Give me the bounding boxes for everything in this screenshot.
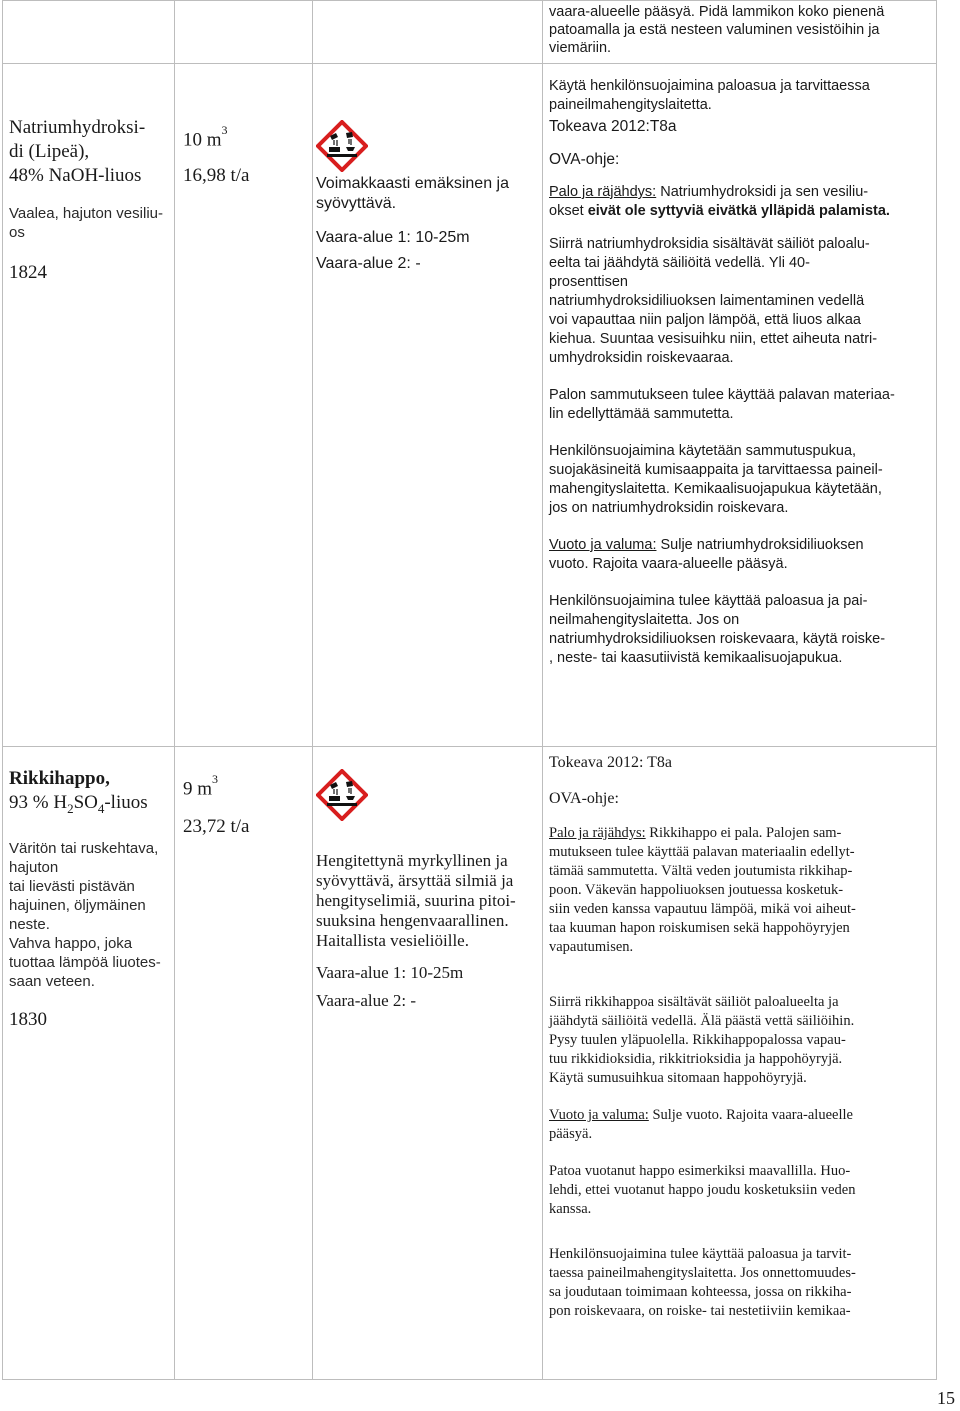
text-line: Sulje vuoto. Rajoita vaara-alueelle — [648, 1107, 853, 1123]
chemical-description: tuottaa lämpöä liuotes- — [9, 953, 161, 971]
text-line: vapautumisen. — [549, 939, 634, 955]
cell-instructions — [543, 747, 937, 1380]
chemical-name: Natriumhydroksi- — [9, 117, 146, 138]
text-line: jos on natriumhydroksidin roiskevara. — [549, 500, 789, 516]
formula-part: 93 % H — [9, 792, 68, 813]
danger-zone-2: Vaara-alue 2: - — [316, 255, 421, 272]
text-line: Sulje natriumhydroksidiliuoksen — [656, 537, 864, 553]
text-line: paineilmahengityslaitetta. — [549, 97, 712, 113]
text-line: okset — [549, 203, 588, 219]
cell-chemical-name — [3, 64, 175, 747]
hazard-description: hengityselimiä, suurina pitoi- — [316, 891, 516, 910]
text-line: tämää sammutetta. Vältä veden joutumista rikkihap- — [549, 863, 853, 879]
storage-amount: 10 m — [183, 129, 222, 151]
cell-hazard — [313, 64, 543, 747]
unit-exponent: 3 — [212, 772, 219, 786]
text-line: Henkilönsuojaimina tulee käyttää paloasua ja pai- — [549, 593, 868, 609]
text-line: viemäriin. — [549, 40, 612, 56]
text-line: Henkilönsuojaimina tulee käyttää paloasua ja tarvit- — [549, 1246, 852, 1262]
text-line: , neste- tai kaasutiivistä kemikaalisuojapukua. — [549, 650, 843, 666]
danger-zone-1: Vaara-alue 1: 10-25m — [316, 229, 470, 246]
text-line: Henkilönsuojaimina käytetään sammutuspukua, — [549, 443, 857, 459]
hazard-description: suuksina hengenvaarallinen. — [316, 911, 509, 930]
un-number: 1824 — [9, 262, 47, 283]
hazard-description: syövyttävä. — [316, 195, 397, 212]
cell-empty — [3, 1, 175, 64]
text-line: poon. Väkevän happoliuoksen joutuessa kosketuk- — [549, 882, 844, 898]
chemical-formula — [9, 792, 148, 816]
chemical-name: 48% NaOH-liuos — [9, 165, 142, 186]
text-line: natriumhydroksidiliuoksen roiskevaara, käytä roiske- — [549, 631, 886, 647]
annual-rate: 23,72 t/a — [183, 816, 250, 838]
chemical-description: hajuton — [9, 858, 59, 876]
storage-amount: 9 m — [183, 778, 213, 800]
text-line: natriumhydroksidiliuoksen laimentaminen vedellä — [549, 293, 865, 309]
chemical-name: Rikkihappo, — [9, 768, 110, 789]
text-line: suojakäsineitä kumisaappaita ja tarvittaessa paineil- — [549, 462, 883, 478]
text-line: Palon sammutukseen tulee käyttää palavan materiaa- — [549, 387, 895, 403]
text-line: Siirrä natriumhydroksidia sisältävät säiliöt paloalu- — [549, 236, 870, 252]
text-line: taessa paineilmahengityslaitetta. Jos onnettomuudes- — [549, 1265, 856, 1281]
hazard-description: Voimakkaasti emäksinen ja — [316, 175, 509, 192]
table-row-continuation — [3, 1, 937, 64]
cell-empty — [313, 1, 543, 64]
ova-heading: OVA-ohje: — [549, 151, 620, 168]
text-line: kiehua. Suuntaa vesisuihku niin, ettet aiheuta natri- — [549, 331, 878, 347]
chemical-description: os — [9, 224, 25, 241]
chemical-name: di (Lipeä), — [9, 141, 90, 162]
text-line: mahengityslaitetta. Kemikaalisuojapukua käytetään, — [549, 481, 882, 497]
text-line: prosenttisen — [549, 274, 628, 290]
hazard-table — [2, 0, 937, 1380]
text-line: eelta tai jäähdytä säiliöitä vedellä. — [549, 255, 766, 271]
text-line: Patoa vuotanut happo esimerkiksi maavallilla. Huo- — [549, 1163, 851, 1179]
formula-part: -liuos — [104, 792, 148, 813]
corrosive-hazard-icon — [316, 120, 368, 172]
table-row-h2so4 — [3, 747, 937, 1380]
text-line: siin veden kanssa vapautuu lämpöä, mikä voi aiheut- — [549, 901, 856, 917]
danger-zone-1: Vaara-alue 1: 10-25m — [316, 963, 464, 982]
text-line: Käytä henkilönsuojaimina paloasua ja tarvittaessa — [549, 78, 870, 94]
text-line: mutukseen tulee käyttää palavan materiaalin edellyt- — [549, 844, 855, 860]
table-row-naoh — [3, 64, 937, 747]
text-line: pääsyä. — [549, 1126, 593, 1142]
text-line: Pysy tuulen yläpuolella. Rikkihappopalossa vapau- — [549, 1032, 846, 1048]
text-line: patoamalla ja estä nesteen valuminen vesistöihin ja — [549, 22, 880, 38]
text-line: pon roiskevaara, on roiske- tai nestetiiviin kemikaa- — [549, 1303, 851, 1319]
text-line: lin edellyttämää sammutetta. — [549, 406, 734, 422]
section-heading: Palo ja räjähdys: — [549, 184, 657, 200]
text-line: tuu rikkidioksidia, rikkitrioksidia ja happohöyryjä. — [549, 1051, 843, 1067]
section-heading: Palo ja räjähdys: — [549, 825, 646, 841]
cell-hazard — [313, 747, 543, 1380]
chemical-description: tai lievästi pistävän — [9, 877, 135, 895]
tokeava-ref: Tokeava 2012:T8a — [549, 118, 677, 135]
formula-subscript: 2 — [67, 800, 74, 816]
formula-subscript: 4 — [97, 800, 105, 816]
text-line: lehdi, ettei vuotanut happo joudu kosketuksiin veden — [549, 1182, 856, 1198]
text-line: voi vapauttaa niin paljon lämpöä, että liuos alkaa — [549, 312, 861, 328]
text-line: umhydroksidin roiskevaaraa. — [549, 350, 734, 366]
chemical-description: Väritön tai ruskehtava, — [9, 839, 159, 857]
un-number: 1830 — [9, 1008, 47, 1030]
annual-rate: 16,98 t/a — [183, 165, 250, 187]
text-line: vaara-alueelle pääsyä. Pidä lammikon koko pienenä — [549, 4, 885, 20]
text-line: Siirrä rikkihappoa sisältävät säiliöt paloalueelta ja — [549, 994, 839, 1010]
cell-continuation-text — [543, 1, 937, 64]
hazard-description: Haitallista vesieliöille. — [316, 931, 469, 950]
cell-amount — [175, 747, 313, 1380]
chemical-description: Vaalea, hajuton vesiliu- — [9, 205, 163, 222]
text-line: taa kuuman hapon roiskumisen sekä happohöyryjen — [549, 920, 850, 936]
hazard-description: Hengitettynä myrkyllinen ja — [316, 851, 508, 870]
text-line: jäähdytä säiliöitä vedellä. Älä päästä vettä säiliöihin. — [549, 1013, 855, 1029]
section-heading: Vuoto ja valuma: — [549, 537, 657, 553]
cell-chemical-name — [3, 747, 175, 1380]
corrosive-hazard-icon — [316, 769, 368, 821]
text-line: Rikkihappo ei pala. Palojen sam- — [645, 825, 842, 841]
hazard-description: syövyttävä, ärsyttää silmiä ja — [316, 871, 514, 890]
danger-zone-2: Vaara-alue 2: - — [316, 991, 417, 1010]
cell-instructions — [543, 64, 937, 747]
section-heading: Vuoto ja valuma: — [549, 1107, 649, 1123]
formula-part: SO — [73, 792, 98, 813]
text-line: kanssa. — [549, 1201, 592, 1217]
ova-heading: OVA-ohje: — [549, 790, 619, 807]
cell-empty — [175, 1, 313, 64]
chemical-description: Vahva happo, joka — [9, 934, 133, 952]
text-line: Käytä sumusuihkua sitomaan happohöyryjä. — [549, 1070, 807, 1086]
page-number: 15 — [937, 1388, 955, 1408]
text-line: Natriumhydroksidi ja sen vesiliu- — [656, 184, 869, 200]
cell-amount — [175, 64, 313, 747]
chemical-description: hajuinen, öljymäinen — [9, 896, 146, 914]
text-line: Yli 40- — [768, 255, 810, 271]
text-line: neilmahengityslaitetta. Jos on — [549, 612, 740, 628]
text-line: vuoto. Rajoita vaara-alueelle pääsyä. — [549, 556, 788, 572]
unit-exponent: 3 — [221, 123, 228, 137]
chemical-description: saan veteen. — [9, 972, 95, 990]
text-line: eivät ole syttyviä eivätkä ylläpidä palamista. — [587, 203, 890, 219]
tokeava-ref: Tokeava 2012: T8a — [549, 754, 672, 771]
chemical-description: neste. — [9, 915, 50, 933]
text-line: sa joudutaan toimimaan kohteessa, jossa on rikkiha- — [549, 1284, 852, 1300]
